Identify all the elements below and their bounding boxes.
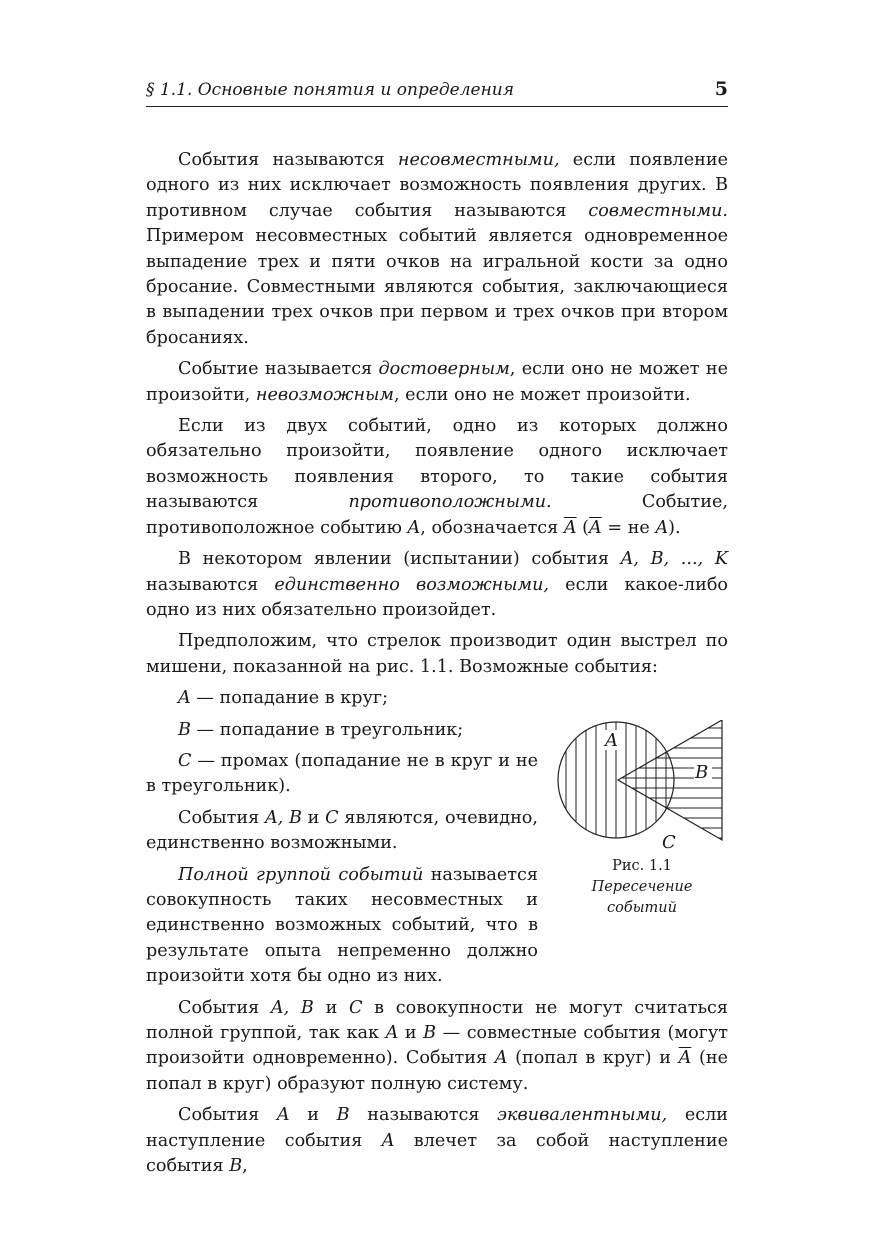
paragraph-equivalent bbox=[146, 1103, 728, 1179]
caption-subtitle: Пересечение событий bbox=[591, 879, 693, 917]
text: являются, очевидно, единственно возможными. bbox=[146, 807, 538, 854]
text: и bbox=[301, 807, 326, 828]
term-full-group: Полной группой событий bbox=[178, 864, 424, 885]
text: События bbox=[178, 1105, 277, 1126]
text: и bbox=[398, 1023, 424, 1043]
text: Примером несовместных событий является одновременное выпадение трех и пяти очков на игральной кости за одно бросание. Совместными являются события, заключающиеся в выпадении трех очков при первом и трех очков при втором бросаниях. bbox=[146, 226, 728, 348]
term-opposite: противоположными. bbox=[348, 492, 552, 513]
math-symbol: A bbox=[494, 1048, 508, 1069]
text: Событие называется bbox=[178, 359, 379, 380]
text: = не bbox=[601, 517, 656, 538]
paragraph-certain bbox=[146, 357, 728, 408]
paragraph-unique-events bbox=[146, 806, 538, 857]
text: ). bbox=[668, 517, 681, 538]
text: Если из двух событий, одно из которых должно обязательно произойти, появление одного исключает возможность появления второго, то такие события называются bbox=[146, 416, 728, 513]
text-body bbox=[146, 148, 728, 1179]
event-c bbox=[146, 749, 538, 800]
running-title: § 1.1. Основные понятия и определения bbox=[146, 80, 515, 100]
text: называются bbox=[349, 1105, 498, 1126]
math-symbol-bar: $\overline{A}$ bbox=[563, 517, 577, 538]
math-symbol: A bbox=[276, 1105, 290, 1126]
text: влечет за собой наступление события bbox=[146, 1130, 728, 1177]
term-compatible: совместными. bbox=[588, 200, 728, 221]
label-b: B bbox=[695, 762, 709, 784]
venn-diagram bbox=[556, 720, 728, 850]
caption-title: Рис. 1.1 bbox=[612, 858, 672, 875]
paragraph-opposite bbox=[146, 414, 728, 541]
text: События называются bbox=[178, 150, 398, 170]
math-symbol: A bbox=[655, 517, 669, 538]
term-unique: единственно возможными, bbox=[274, 574, 550, 595]
paragraph-shooter: Предположим, что стрелок производит один выстрел по мишени, показанной на рис. 1.1. Возможные события: bbox=[146, 631, 728, 677]
text: События bbox=[178, 997, 271, 1018]
math-symbol: B bbox=[229, 1156, 243, 1177]
term-incompatible: несовместными, bbox=[397, 150, 560, 170]
text: , обозначается bbox=[420, 517, 564, 538]
text: , bbox=[242, 1156, 248, 1177]
math-symbol: C bbox=[349, 997, 363, 1018]
text: и bbox=[313, 997, 349, 1018]
math-symbol-bar: $\overline{A}$ bbox=[678, 1048, 692, 1069]
figure-caption bbox=[556, 856, 728, 919]
math-symbol: C bbox=[325, 807, 339, 828]
triangle-hatch bbox=[556, 728, 728, 838]
math-symbol: A, B bbox=[264, 807, 302, 828]
text: и bbox=[289, 1105, 337, 1126]
label-c: C bbox=[662, 832, 676, 851]
text: (попал в круг) и bbox=[507, 1048, 679, 1069]
math-symbol: B bbox=[178, 719, 191, 740]
text: — попадание в треугольник; bbox=[190, 719, 464, 740]
paragraph-full-group bbox=[146, 863, 538, 990]
math-symbol: A, B, ..., K bbox=[620, 549, 728, 570]
term-equivalent: эквивалентными, bbox=[497, 1105, 668, 1126]
label-a: A bbox=[605, 730, 618, 752]
text: если какое-либо одно из них обязательно произойдет. bbox=[146, 574, 729, 620]
math-symbol: A bbox=[178, 688, 191, 709]
event-b bbox=[146, 718, 538, 743]
term-impossible: невозможным bbox=[255, 384, 394, 405]
paragraph-not-full-group bbox=[146, 996, 728, 1098]
math-symbol: C bbox=[178, 750, 192, 771]
text: называется совокупность таких несовместных и единственно возможных событий, что в результате опыта непременно должно произойти хотя бы одно из них. bbox=[146, 864, 538, 987]
text: называются bbox=[146, 574, 275, 595]
text: ( bbox=[576, 517, 590, 538]
left-column bbox=[146, 686, 538, 989]
math-symbol: A bbox=[381, 1130, 395, 1151]
text: События bbox=[178, 807, 265, 828]
text: , если оно не может не произойти, bbox=[146, 359, 728, 405]
math-symbol: A, B bbox=[270, 997, 314, 1018]
text: — промах (попадание не в круг и не в треугольник). bbox=[146, 750, 538, 797]
math-symbol: B bbox=[336, 1105, 350, 1126]
text: — попадание в круг; bbox=[190, 688, 389, 709]
figure-row bbox=[146, 686, 728, 989]
paragraph-unique bbox=[146, 547, 728, 623]
text: в совокупности не могут считаться полной группой, так как bbox=[146, 997, 728, 1043]
page-number: 5 bbox=[714, 78, 728, 100]
figure-1-1 bbox=[556, 720, 728, 919]
running-header bbox=[146, 78, 728, 107]
text: Событие, противоположное событию bbox=[146, 492, 728, 538]
text: В некотором явлении (испытании) события bbox=[178, 549, 621, 570]
text: — совместные события (могут произойти одновременно). События bbox=[146, 1023, 728, 1069]
text: если появление одного из них исключает возможность появления других. В противном случае события называются bbox=[146, 150, 728, 221]
text: если наступление события bbox=[146, 1105, 728, 1151]
event-a bbox=[146, 686, 538, 711]
term-certain: достоверным bbox=[378, 359, 510, 380]
math-symbol: A bbox=[385, 1023, 399, 1043]
math-symbol-bar: $\overline{A}$ bbox=[589, 517, 602, 538]
text: (не попал в круг) образуют полную систему. bbox=[146, 1048, 728, 1094]
text: , если оно не может произойти. bbox=[394, 384, 691, 405]
math-symbol: A bbox=[407, 517, 421, 538]
math-symbol: B bbox=[423, 1023, 437, 1043]
paragraph-incompatible bbox=[146, 148, 728, 351]
